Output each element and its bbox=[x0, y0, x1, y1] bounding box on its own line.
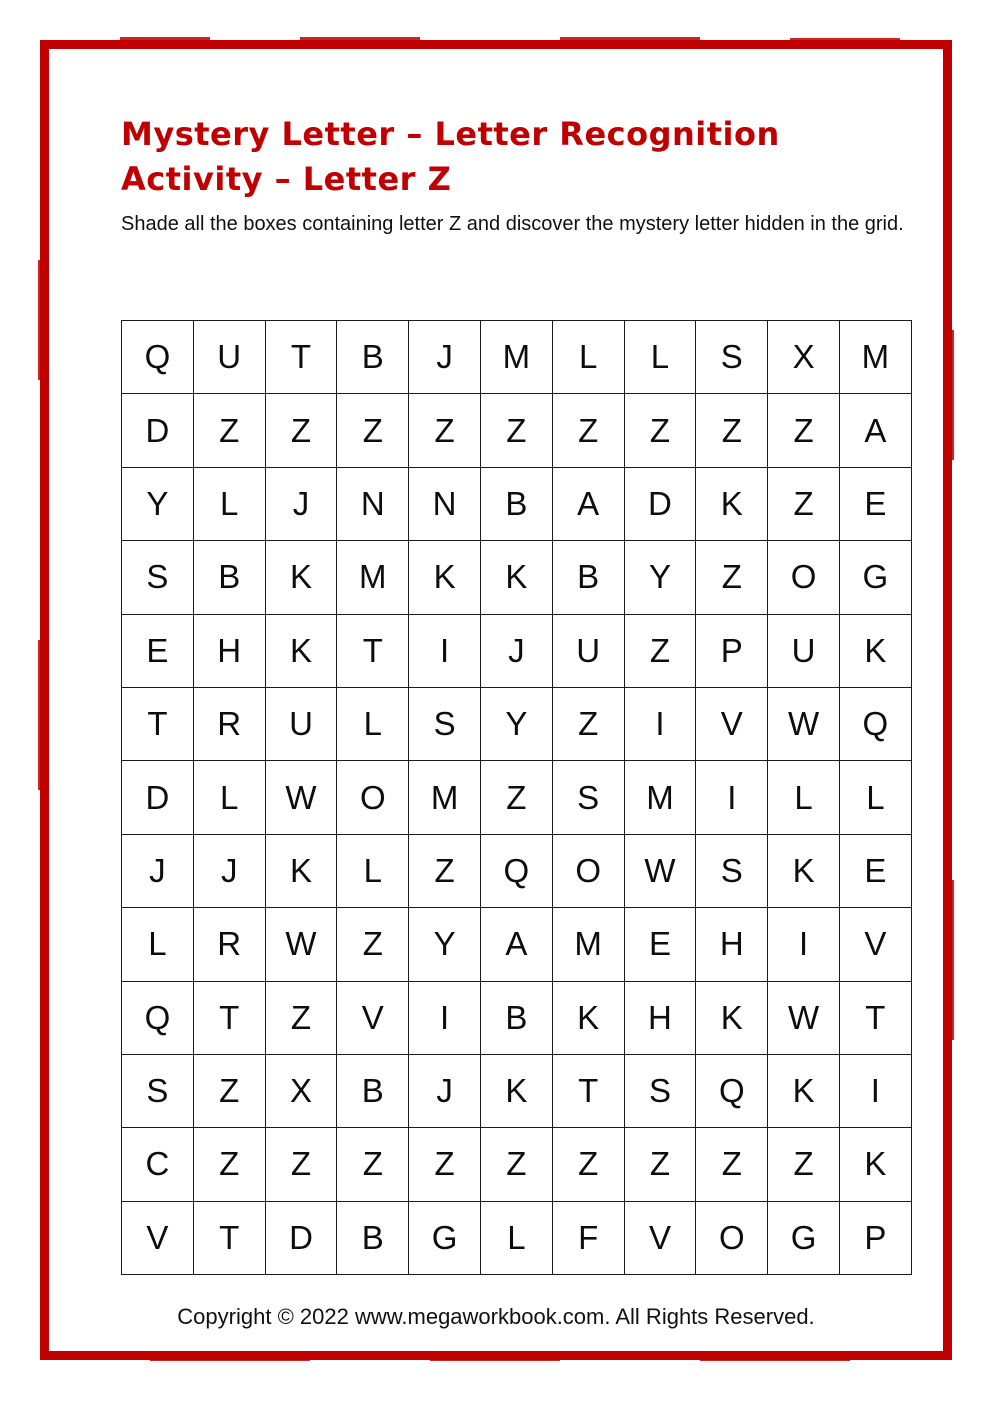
letter-cell[interactable]: Z bbox=[480, 394, 552, 467]
letter-cell[interactable]: P bbox=[839, 1201, 911, 1274]
letter-cell[interactable]: E bbox=[839, 467, 911, 540]
letter-cell[interactable]: R bbox=[193, 908, 265, 981]
letter-cell[interactable]: L bbox=[193, 761, 265, 834]
letter-grid-row bbox=[122, 394, 912, 467]
letter-cell[interactable]: J bbox=[409, 1054, 481, 1127]
letter-cell[interactable]: Y bbox=[480, 687, 552, 760]
letter-cell[interactable]: Z bbox=[265, 981, 337, 1054]
letter-cell[interactable]: Z bbox=[768, 1128, 840, 1201]
letter-cell[interactable]: D bbox=[265, 1201, 337, 1274]
letter-grid-row bbox=[122, 908, 912, 981]
letter-cell[interactable]: I bbox=[839, 1054, 911, 1127]
letter-cell[interactable]: Z bbox=[552, 687, 624, 760]
letter-cell[interactable]: O bbox=[696, 1201, 768, 1274]
border-ragged-edge bbox=[120, 37, 210, 40]
letter-cell[interactable]: Z bbox=[624, 1128, 696, 1201]
letter-cell[interactable]: S bbox=[696, 321, 768, 394]
letter-cell[interactable]: B bbox=[337, 1054, 409, 1127]
letter-cell[interactable]: Z bbox=[337, 1128, 409, 1201]
letter-cell[interactable]: M bbox=[337, 541, 409, 614]
letter-cell[interactable]: S bbox=[409, 687, 481, 760]
letter-grid-row bbox=[122, 687, 912, 760]
letter-cell[interactable]: F bbox=[552, 1201, 624, 1274]
letter-cell[interactable]: S bbox=[122, 1054, 194, 1127]
letter-cell[interactable]: K bbox=[696, 467, 768, 540]
letter-cell[interactable]: K bbox=[480, 541, 552, 614]
letter-cell[interactable]: O bbox=[768, 541, 840, 614]
letter-cell[interactable]: L bbox=[624, 321, 696, 394]
letter-cell[interactable]: K bbox=[480, 1054, 552, 1127]
letter-cell[interactable]: L bbox=[552, 321, 624, 394]
letter-cell[interactable]: Z bbox=[265, 1128, 337, 1201]
letter-cell[interactable]: K bbox=[409, 541, 481, 614]
letter-cell[interactable]: Y bbox=[409, 908, 481, 981]
letter-cell[interactable]: L bbox=[337, 687, 409, 760]
letter-cell[interactable]: Y bbox=[624, 541, 696, 614]
letter-cell[interactable]: G bbox=[839, 541, 911, 614]
letter-cell[interactable]: W bbox=[265, 908, 337, 981]
letter-cell[interactable]: E bbox=[624, 908, 696, 981]
letter-cell[interactable]: L bbox=[839, 761, 911, 834]
letter-cell[interactable]: Z bbox=[409, 1128, 481, 1201]
letter-cell[interactable]: Z bbox=[193, 1128, 265, 1201]
border-ragged-edge bbox=[951, 880, 954, 1040]
letter-cell[interactable]: M bbox=[552, 908, 624, 981]
border-ragged-edge bbox=[38, 260, 41, 380]
letter-cell[interactable]: X bbox=[265, 1054, 337, 1127]
letter-cell[interactable]: Z bbox=[265, 394, 337, 467]
letter-cell[interactable]: U bbox=[768, 614, 840, 687]
letter-cell[interactable]: K bbox=[696, 981, 768, 1054]
letter-cell[interactable]: S bbox=[122, 541, 194, 614]
letter-cell[interactable]: K bbox=[768, 834, 840, 907]
letter-cell[interactable]: N bbox=[337, 467, 409, 540]
letter-cell[interactable]: D bbox=[624, 467, 696, 540]
border-ragged-edge bbox=[951, 330, 954, 460]
letter-cell[interactable]: N bbox=[409, 467, 481, 540]
border-ragged-edge bbox=[150, 1358, 310, 1361]
letter-cell[interactable]: L bbox=[480, 1201, 552, 1274]
letter-grid bbox=[121, 320, 912, 1275]
letter-cell[interactable]: V bbox=[624, 1201, 696, 1274]
letter-grid-container bbox=[121, 320, 912, 1275]
letter-cell[interactable]: Z bbox=[193, 394, 265, 467]
letter-grid-row bbox=[122, 981, 912, 1054]
letter-cell[interactable]: B bbox=[337, 1201, 409, 1274]
letter-cell[interactable]: G bbox=[768, 1201, 840, 1274]
letter-cell[interactable]: I bbox=[768, 908, 840, 981]
letter-cell[interactable]: V bbox=[839, 908, 911, 981]
letter-cell[interactable]: T bbox=[122, 687, 194, 760]
letter-cell[interactable]: T bbox=[193, 1201, 265, 1274]
letter-grid-row bbox=[122, 761, 912, 834]
instructions-text: Shade all the boxes containing letter Z and discover the mystery letter hidden in the grid. bbox=[121, 213, 904, 235]
letter-cell[interactable]: T bbox=[552, 1054, 624, 1127]
letter-cell[interactable]: X bbox=[768, 321, 840, 394]
letter-cell[interactable]: J bbox=[122, 834, 194, 907]
border-ragged-edge bbox=[300, 37, 420, 40]
letter-cell[interactable]: E bbox=[839, 834, 911, 907]
border-ragged-edge bbox=[790, 38, 900, 40]
letter-cell[interactable]: L bbox=[337, 834, 409, 907]
letter-cell[interactable]: K bbox=[839, 614, 911, 687]
letter-cell[interactable]: U bbox=[193, 321, 265, 394]
letter-grid-row bbox=[122, 541, 912, 614]
letter-cell[interactable]: R bbox=[193, 687, 265, 760]
letter-cell[interactable]: H bbox=[624, 981, 696, 1054]
letter-cell[interactable]: M bbox=[409, 761, 481, 834]
letter-grid-body bbox=[122, 321, 912, 1275]
letter-cell[interactable]: W bbox=[265, 761, 337, 834]
letter-cell[interactable]: B bbox=[480, 467, 552, 540]
letter-cell[interactable]: I bbox=[409, 614, 481, 687]
letter-grid-row bbox=[122, 614, 912, 687]
letter-cell[interactable]: B bbox=[552, 541, 624, 614]
page-title: Mystery Letter – Letter Recognition Activity – Letter Z bbox=[121, 115, 780, 198]
letter-cell[interactable]: K bbox=[768, 1054, 840, 1127]
border-ragged-edge bbox=[700, 1359, 850, 1361]
letter-cell[interactable]: A bbox=[552, 467, 624, 540]
letter-cell[interactable]: D bbox=[122, 761, 194, 834]
letter-cell[interactable]: Z bbox=[624, 394, 696, 467]
letter-cell[interactable]: Q bbox=[696, 1054, 768, 1127]
letter-cell[interactable]: Y bbox=[122, 467, 194, 540]
letter-cell[interactable]: M bbox=[480, 321, 552, 394]
letter-cell[interactable]: T bbox=[839, 981, 911, 1054]
letter-cell[interactable]: U bbox=[265, 687, 337, 760]
letter-cell[interactable]: V bbox=[696, 687, 768, 760]
letter-cell[interactable]: B bbox=[480, 981, 552, 1054]
letter-cell[interactable]: W bbox=[768, 981, 840, 1054]
border-ragged-edge bbox=[430, 1358, 560, 1361]
letter-grid-row bbox=[122, 1054, 912, 1127]
letter-cell[interactable]: P bbox=[696, 614, 768, 687]
letter-cell[interactable]: J bbox=[409, 321, 481, 394]
letter-cell[interactable]: Z bbox=[696, 1128, 768, 1201]
letter-cell[interactable]: B bbox=[193, 541, 265, 614]
letter-cell[interactable]: Q bbox=[122, 321, 194, 394]
letter-cell[interactable]: H bbox=[696, 908, 768, 981]
letter-cell[interactable]: D bbox=[122, 394, 194, 467]
letter-cell[interactable]: Z bbox=[552, 1128, 624, 1201]
letter-cell[interactable]: W bbox=[768, 687, 840, 760]
letter-cell[interactable]: I bbox=[409, 981, 481, 1054]
letter-cell[interactable]: A bbox=[480, 908, 552, 981]
letter-cell[interactable]: K bbox=[265, 614, 337, 687]
border-ragged-edge bbox=[38, 640, 41, 790]
letter-cell[interactable]: Z bbox=[696, 541, 768, 614]
letter-grid-row bbox=[122, 1201, 912, 1274]
letter-cell[interactable]: S bbox=[552, 761, 624, 834]
letter-cell[interactable]: T bbox=[337, 614, 409, 687]
letter-grid-row bbox=[122, 467, 912, 540]
letter-cell[interactable]: I bbox=[624, 687, 696, 760]
letter-cell[interactable]: Z bbox=[480, 1128, 552, 1201]
letter-cell[interactable]: A bbox=[839, 394, 911, 467]
letter-cell[interactable]: Q bbox=[480, 834, 552, 907]
letter-cell[interactable]: T bbox=[193, 981, 265, 1054]
copyright-footer: Copyright © 2022 www.megaworkbook.com. All Rights Reserved. bbox=[177, 1304, 815, 1329]
letter-cell[interactable]: O bbox=[337, 761, 409, 834]
letter-cell[interactable]: M bbox=[839, 321, 911, 394]
letter-cell[interactable]: Z bbox=[624, 614, 696, 687]
letter-cell[interactable]: E bbox=[122, 614, 194, 687]
letter-cell[interactable]: Z bbox=[480, 761, 552, 834]
letter-cell[interactable]: K bbox=[265, 834, 337, 907]
letter-cell[interactable]: Z bbox=[696, 394, 768, 467]
letter-cell[interactable]: K bbox=[839, 1128, 911, 1201]
letter-cell[interactable]: Z bbox=[409, 394, 481, 467]
worksheet-content bbox=[49, 49, 943, 1351]
letter-cell[interactable]: K bbox=[265, 541, 337, 614]
border-ragged-edge bbox=[560, 37, 700, 40]
letter-grid-row bbox=[122, 321, 912, 394]
letter-grid-row bbox=[122, 834, 912, 907]
letter-cell[interactable]: H bbox=[193, 614, 265, 687]
letter-cell[interactable]: L bbox=[193, 467, 265, 540]
letter-cell[interactable]: Q bbox=[122, 981, 194, 1054]
letter-grid-row bbox=[122, 1128, 912, 1201]
letter-cell[interactable]: L bbox=[768, 761, 840, 834]
letter-cell[interactable]: O bbox=[552, 834, 624, 907]
letter-cell[interactable]: Q bbox=[839, 687, 911, 760]
letter-cell[interactable]: K bbox=[552, 981, 624, 1054]
letter-cell[interactable]: V bbox=[122, 1201, 194, 1274]
letter-cell[interactable]: W bbox=[624, 834, 696, 907]
letter-cell[interactable]: U bbox=[552, 614, 624, 687]
letter-cell[interactable]: G bbox=[409, 1201, 481, 1274]
letter-cell[interactable]: Z bbox=[409, 834, 481, 907]
letter-cell[interactable]: B bbox=[337, 321, 409, 394]
letter-cell[interactable]: Z bbox=[768, 467, 840, 540]
letter-cell[interactable]: Z bbox=[337, 908, 409, 981]
letter-cell[interactable]: Z bbox=[552, 394, 624, 467]
letter-cell[interactable]: V bbox=[337, 981, 409, 1054]
letter-cell[interactable]: L bbox=[122, 908, 194, 981]
letter-cell[interactable]: J bbox=[265, 467, 337, 540]
letter-cell[interactable]: J bbox=[480, 614, 552, 687]
letter-cell[interactable]: M bbox=[624, 761, 696, 834]
letter-cell[interactable]: S bbox=[624, 1054, 696, 1127]
letter-cell[interactable]: Z bbox=[768, 394, 840, 467]
letter-cell[interactable]: J bbox=[193, 834, 265, 907]
letter-cell[interactable]: S bbox=[696, 834, 768, 907]
letter-cell[interactable]: Z bbox=[337, 394, 409, 467]
letter-cell[interactable]: C bbox=[122, 1128, 194, 1201]
letter-cell[interactable]: T bbox=[265, 321, 337, 394]
letter-cell[interactable]: Z bbox=[193, 1054, 265, 1127]
letter-cell[interactable]: I bbox=[696, 761, 768, 834]
